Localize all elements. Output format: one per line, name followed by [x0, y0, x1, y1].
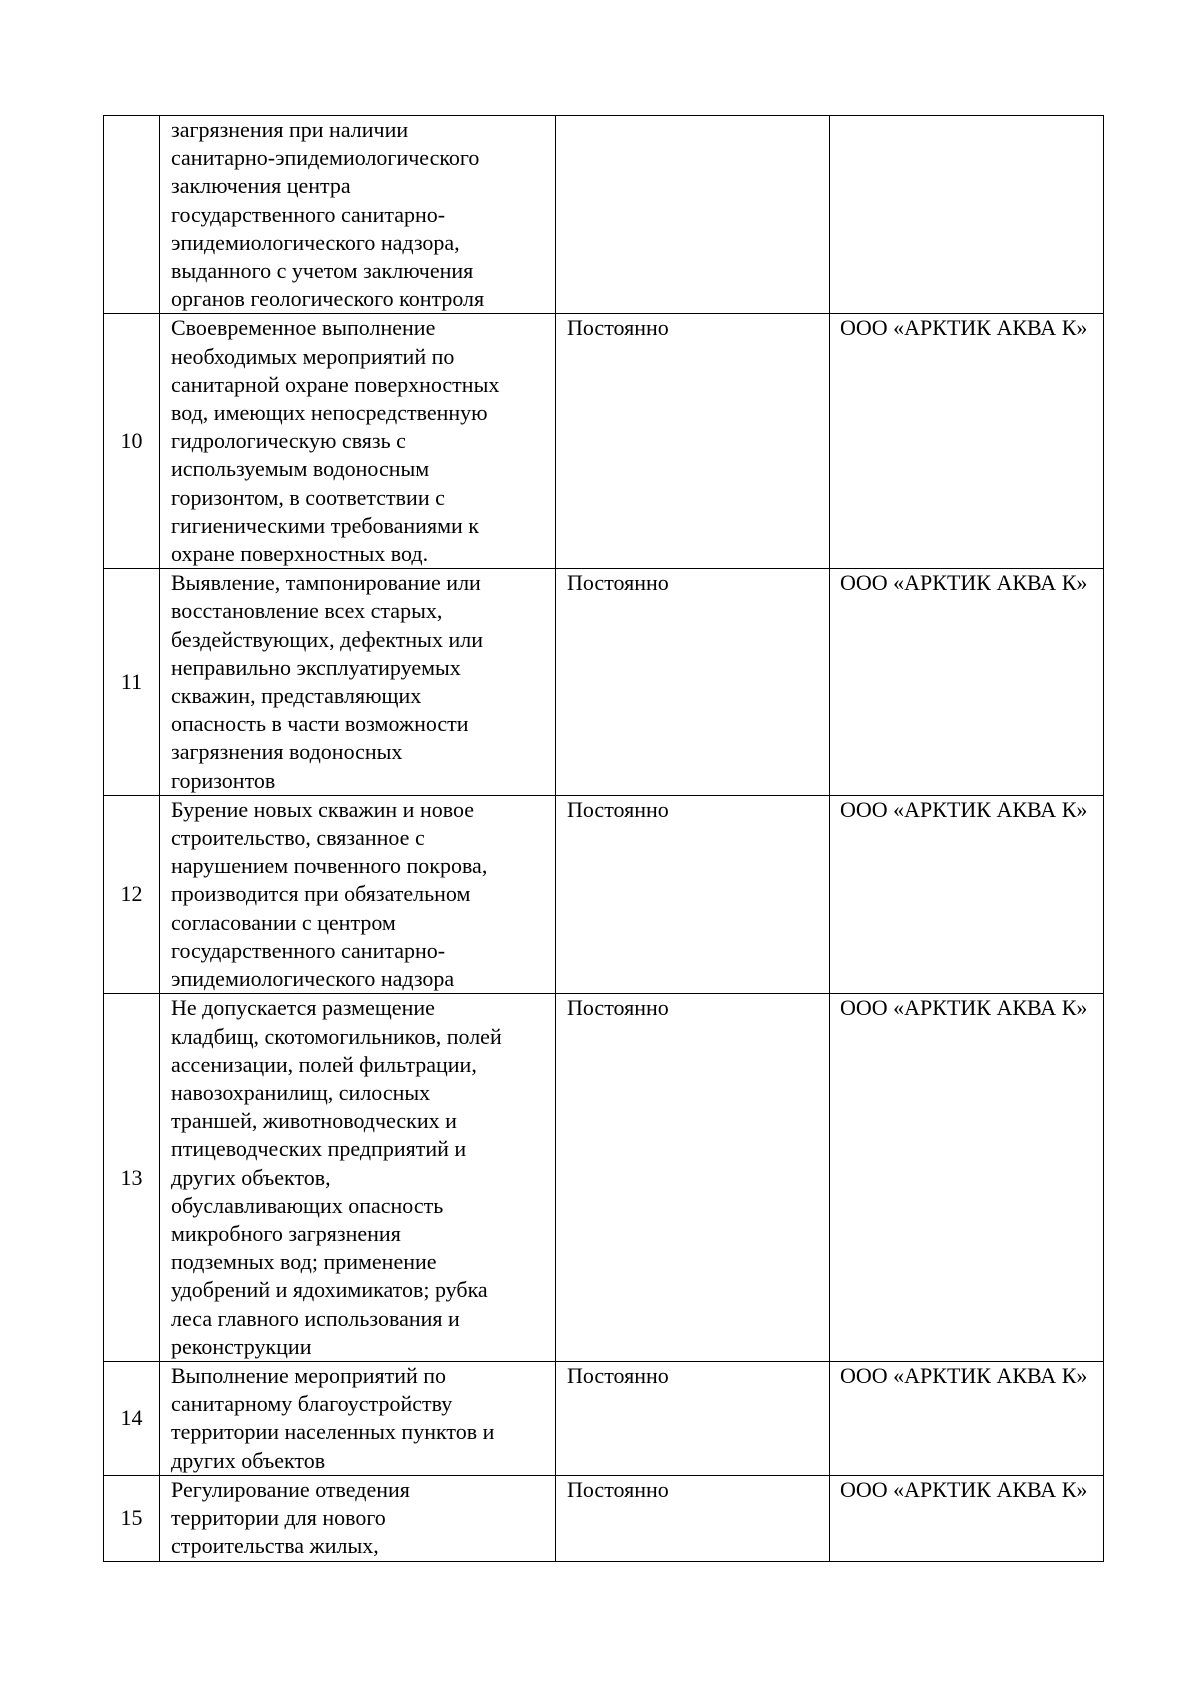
row-number: 14 — [104, 1361, 160, 1475]
measure-description: Своевременное выполнение необходимых мероприятий по санитарной охране поверхностных вод, имеющих непосредственную гидрологическую связь с используемым водоносным горизонтом, в соответствии с гигиеническими требованиями к охране поверхностных вод. — [160, 314, 556, 569]
measure-term — [556, 116, 830, 314]
measure-responsible: ООО «АРКТИК АКВА К» — [830, 1475, 1104, 1561]
row-number: 11 — [104, 569, 160, 796]
measure-description: загрязнения при наличии санитарно-эпидемиологического заключения центра государственного санитарно- эпидемиологического надзора, выданного с учетом заключения органов геологического контроля — [160, 116, 556, 314]
measures-table — [103, 115, 1104, 1562]
measure-term: Постоянно — [556, 795, 830, 993]
row-number: 10 — [104, 314, 160, 569]
table-row — [104, 1475, 1104, 1561]
table-row — [104, 1361, 1104, 1475]
measure-term: Постоянно — [556, 314, 830, 569]
measure-term: Постоянно — [556, 994, 830, 1362]
measure-description: Не допускается размещение кладбищ, скотомогильников, полей ассенизации, полей фильтрации, навозохранилищ, силосных траншей, животноводческих и птицеводческих предприятий и других объектов, обуславливающих опасность микробного загрязнения подземных вод; применение удобрений и ядохимикатов; рубка леса главного использования и реконструкции — [160, 994, 556, 1362]
measure-responsible: ООО «АРКТИК АКВА К» — [830, 1361, 1104, 1475]
measure-term: Постоянно — [556, 1475, 830, 1561]
measure-term: Постоянно — [556, 1361, 830, 1475]
table-row — [104, 569, 1104, 796]
table-row — [104, 116, 1104, 314]
measure-responsible: ООО «АРКТИК АКВА К» — [830, 795, 1104, 993]
row-number — [104, 116, 160, 314]
measure-responsible: ООО «АРКТИК АКВА К» — [830, 314, 1104, 569]
table-row — [104, 795, 1104, 993]
measure-description: Регулирование отведения территории для нового строительства жилых, — [160, 1475, 556, 1561]
row-number: 12 — [104, 795, 160, 993]
measure-description: Выявление, тампонирование или восстановление всех старых, бездействующих, дефектных или неправильно эксплуатируемых скважин, представляющих опасность в части возможности загрязнения водоносных горизонтов — [160, 569, 556, 796]
table-row — [104, 994, 1104, 1362]
row-number: 13 — [104, 994, 160, 1362]
measure-term: Постоянно — [556, 569, 830, 796]
measure-responsible — [830, 116, 1104, 314]
row-number: 15 — [104, 1475, 160, 1561]
measure-responsible: ООО «АРКТИК АКВА К» — [830, 569, 1104, 796]
table-row — [104, 314, 1104, 569]
measure-responsible: ООО «АРКТИК АКВА К» — [830, 994, 1104, 1362]
measure-description: Выполнение мероприятий по санитарному благоустройству территории населенных пунктов и других объектов — [160, 1361, 556, 1475]
measure-description: Бурение новых скважин и новое строительство, связанное с нарушением почвенного покрова, производится при обязательном согласовании с центром государственного санитарно- эпидемиологического надзора — [160, 795, 556, 993]
